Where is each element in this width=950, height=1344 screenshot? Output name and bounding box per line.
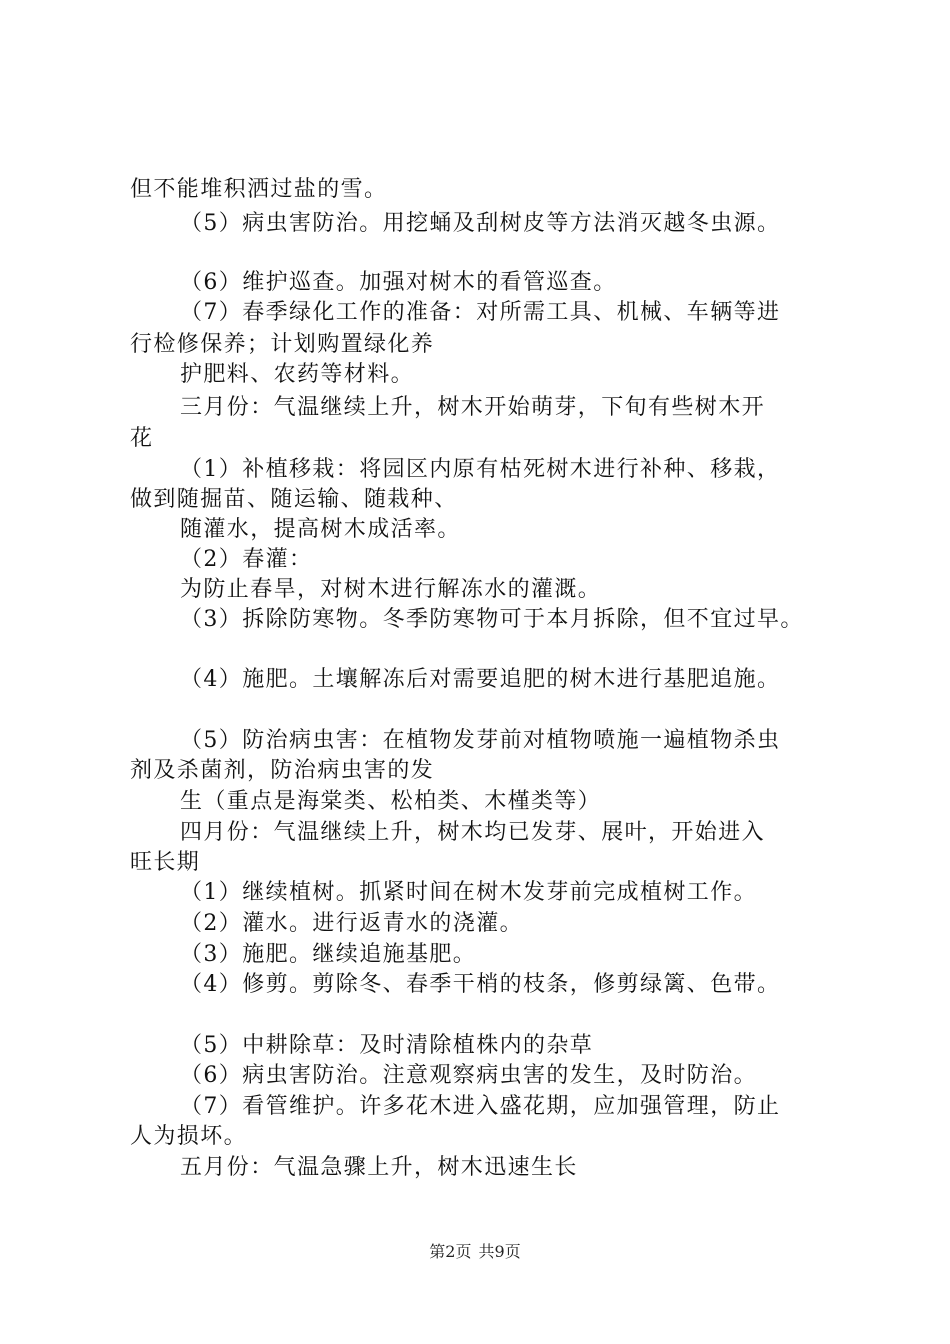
text-line: （6）维护巡查。加强对树木的看管巡查。 — [180, 270, 617, 295]
text-line: （1）补植移栽：将园区内原有枯死树木进行补种、移栽， — [180, 457, 781, 482]
text-line: （4）修剪。剪除冬、春季干梢的枝条，修剪绿篱、色带。 — [180, 972, 781, 997]
text-line: （7）看管维护。许多花木进入盛花期，应加强管理，防止 — [180, 1094, 781, 1119]
text-line: （1）继续植树。抓紧时间在树木发芽前完成植树工作。 — [180, 880, 757, 905]
text-line: 人为损坏。 — [130, 1124, 248, 1149]
text-line: （5）中耕除草：及时清除植株内的杂草 — [180, 1033, 594, 1058]
text-line: 三月份：气温继续上升，树木开始萌芽，下旬有些树木开 — [180, 395, 766, 420]
text-line: 剂及杀菌剂，防治病虫害的发 — [130, 758, 435, 783]
text-line: （7）春季绿化工作的准备：对所需工具、机械、车辆等进 — [180, 300, 781, 325]
text-line: 随灌水，提高树木成活率。 — [180, 517, 461, 542]
page-number: 第2页 — [429, 1242, 472, 1261]
text-line: 为防止春旱，对树木进行解冻水的灌溉。 — [180, 577, 602, 602]
text-line: 护肥料、农药等材料。 — [180, 362, 415, 387]
page-total: 共9页 — [478, 1242, 521, 1261]
text-line: （3）施肥。继续追施基肥。 — [180, 942, 477, 967]
text-line: （4）施肥。土壤解冻后对需要追肥的树木进行基肥追施。 — [180, 667, 781, 692]
page-footer — [0, 1242, 950, 1262]
text-line: （2）春灌： — [180, 547, 313, 572]
text-line: 做到随掘苗、随运输、随栽种、 — [130, 487, 458, 512]
text-line: 生（重点是海棠类、松柏类、木槿类等） — [180, 789, 602, 814]
text-line: （6）病虫害防治。注意观察病虫害的发生，及时防治。 — [180, 1063, 757, 1088]
text-line: （3）拆除防寒物。冬季防寒物可于本月拆除，但不宜过早。 — [180, 607, 804, 632]
text-line: 行检修保养；计划购置绿化养 — [130, 332, 435, 357]
text-line: （5）病虫害防治。用挖蛹及刮树皮等方法消灭越冬虫源。 — [180, 211, 781, 236]
text-line: 但不能堆积洒过盐的雪。 — [130, 177, 388, 202]
text-line: （2）灌水。进行返青水的浇灌。 — [180, 911, 523, 936]
text-line: 四月份：气温继续上升，树木均已发芽、展叶，开始进入 — [180, 820, 766, 845]
text-line: 旺长期 — [130, 850, 201, 875]
text-line: （5）防治病虫害：在植物发芽前对植物喷施一遍植物杀虫 — [180, 728, 781, 753]
text-line: 五月份：气温急骤上升，树木迅速生长 — [180, 1155, 578, 1180]
text-line: 花 — [130, 426, 154, 451]
